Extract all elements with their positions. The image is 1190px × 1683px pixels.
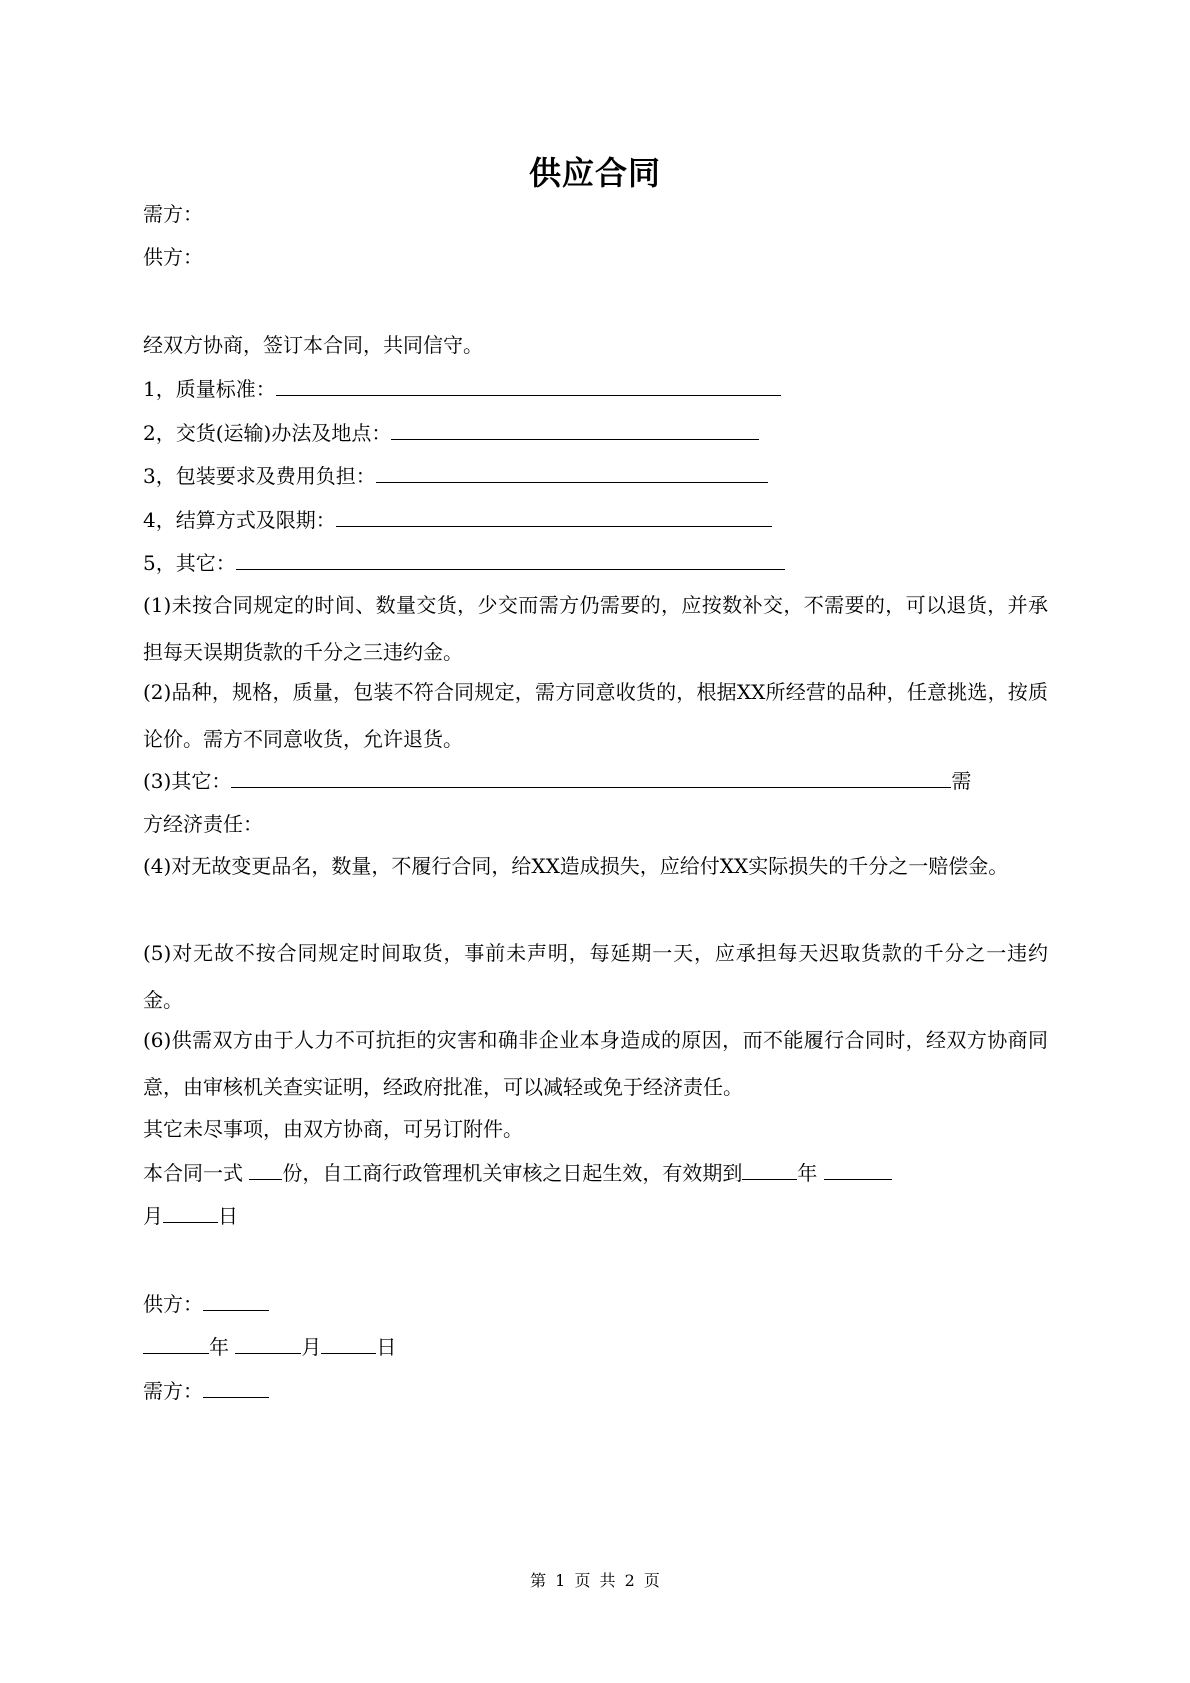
blank-line	[336, 506, 772, 527]
day-label: 日	[376, 1335, 397, 1359]
clause-6: (6)供需双方由于人力不可抗拒的灾害和确非企业本身造成的原因，而不能履行合同时，经双方协商同意，由审核机关查实证明，经政府批准，可以减轻或免于经济责任。	[143, 1028, 1048, 1099]
item-packaging	[143, 462, 768, 489]
blank-line	[376, 462, 768, 483]
clause-1: (1)未按合同规定的时间、数量交货，少交而需方仍需要的，应按数补交，不需要的，可以退货，并承担每天误期货款的千分之三违约金。	[143, 593, 1048, 664]
signature-buyer	[143, 1377, 269, 1404]
item-other	[143, 549, 785, 576]
blank-month	[235, 1333, 301, 1354]
blank-year	[742, 1159, 797, 1180]
blank-line	[236, 549, 785, 570]
blank-copies	[249, 1159, 282, 1180]
document-title: 供应合同	[528, 154, 661, 192]
buyer-label: 需方：	[143, 202, 203, 226]
item-label: 2，交货(运输)办法及地点：	[143, 421, 392, 445]
clause-3-continuation: 方经济责任：	[143, 812, 263, 836]
blank-line	[391, 419, 759, 440]
item-settlement	[143, 506, 772, 533]
month-label: 月	[143, 1204, 163, 1228]
blank-line	[231, 767, 951, 788]
clause-5: (5)对无故不按合同规定时间取货，事前未声明，每延期一天，应承担每天迟取货款的千分之一违约金。	[143, 941, 1048, 1012]
supplier-sign-label: 供方：	[143, 1292, 203, 1316]
item-label: 1，质量标准：	[143, 377, 276, 401]
clause-3	[143, 767, 971, 794]
clause-2: (2)品种，规格，质量，包装不符合同规定，需方同意收货的，根据XX所经营的品种，任意挑选，按质论价。需方不同意收货，允许退货。	[143, 680, 1048, 751]
item-delivery	[143, 419, 759, 446]
blank-day	[163, 1202, 218, 1223]
intro-text: 经双方协商，签订本合同，共同信守。	[143, 333, 483, 357]
signature-supplier	[143, 1290, 269, 1317]
blank-line	[203, 1377, 269, 1398]
validity-line	[143, 1159, 892, 1186]
clause-3-label: (3)其它：	[143, 769, 232, 793]
validity-text: 本合同一式	[143, 1161, 250, 1185]
blank-year	[143, 1333, 209, 1354]
item-quality	[143, 375, 781, 402]
day-label: 日	[218, 1204, 238, 1228]
item-label: 4，结算方式及限期：	[143, 508, 336, 532]
page-footer: 第 1 页 共 2 页	[530, 1571, 660, 1590]
signature-date	[143, 1333, 396, 1360]
blank-line	[276, 375, 781, 396]
buyer-sign-label: 需方：	[143, 1379, 203, 1403]
blank-line	[203, 1290, 269, 1311]
validity-line-2	[143, 1202, 238, 1229]
year-label: 年	[797, 1161, 824, 1185]
month-label: 月	[301, 1335, 322, 1359]
clause-4: (4)对无故变更品名，数量，不履行合同，给XX造成损失，应给付XX实际损失的千分之一赔偿金。	[143, 854, 1009, 878]
supplier-label: 供方：	[143, 245, 203, 269]
year-label: 年	[209, 1335, 236, 1359]
blank-day	[321, 1333, 376, 1354]
blank-month	[824, 1159, 892, 1180]
item-label: 5，其它：	[143, 551, 236, 575]
validity-text: 份，自工商行政管理机关审核之日起生效，有效期到	[282, 1161, 743, 1185]
clause-3-tail: 需	[951, 769, 972, 793]
other-matters: 其它未尽事项，由双方协商，可另订附件。	[143, 1117, 523, 1141]
item-label: 3，包装要求及费用负担：	[143, 464, 376, 488]
